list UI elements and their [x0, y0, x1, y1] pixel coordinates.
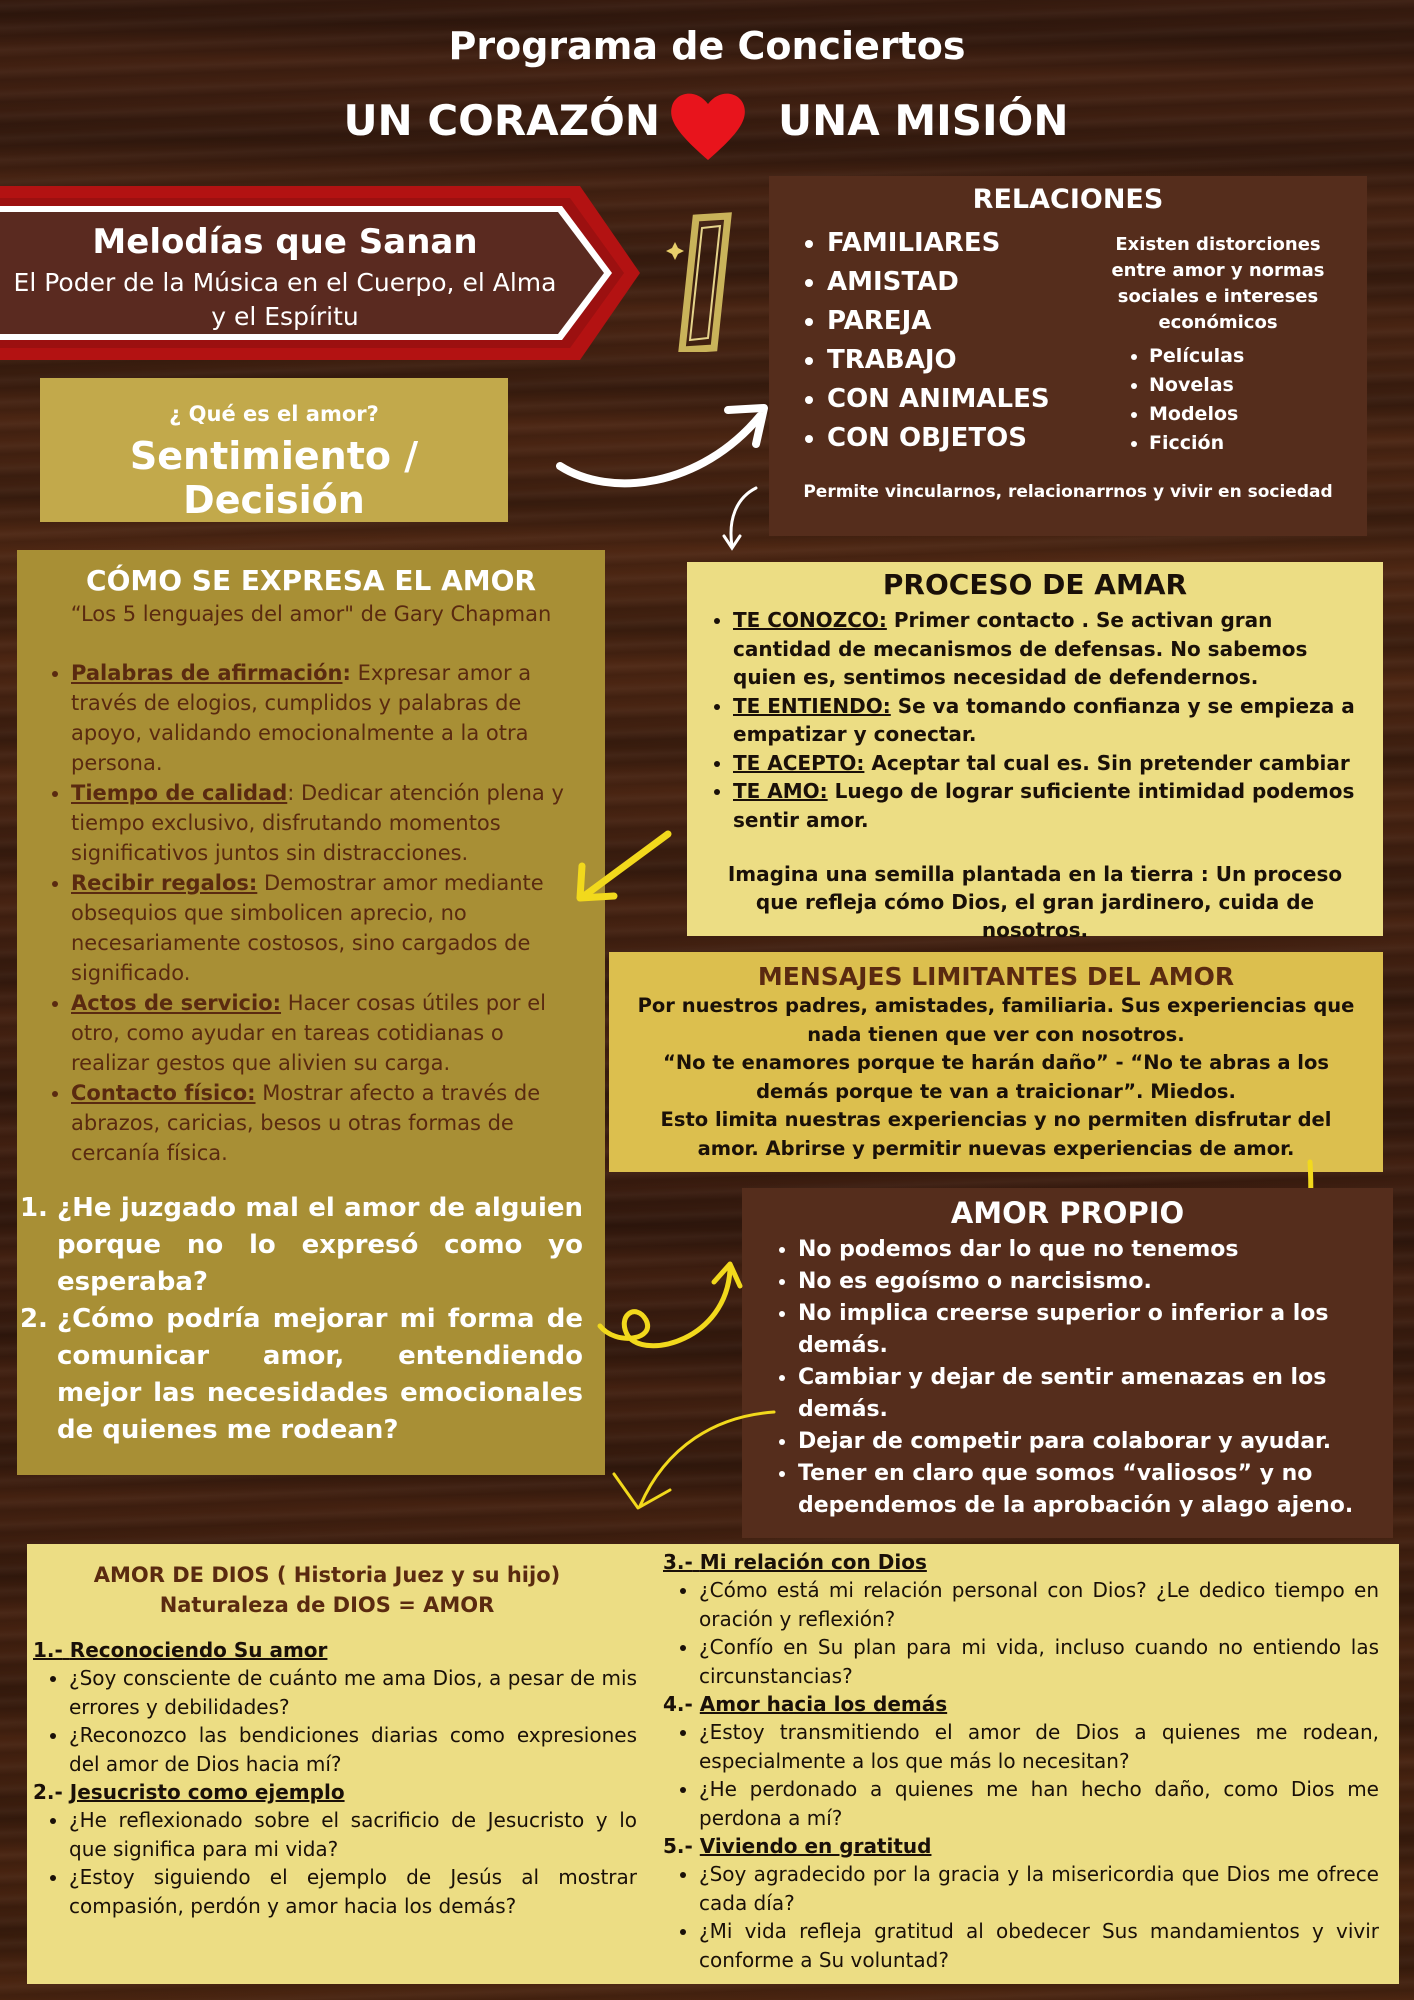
mission-header — [0, 86, 1414, 166]
mensajes-body — [629, 992, 1363, 1163]
amor-propio-list — [774, 1234, 1374, 1522]
list-item: • TRABAJO — [827, 341, 1077, 380]
program-title: Programa de Conciertos — [448, 24, 966, 68]
amor-propio-title: AMOR PROPIO — [950, 1196, 1185, 1230]
step-term: TE ENTIENDO: — [733, 693, 891, 718]
list-item — [733, 606, 1373, 692]
section-heading — [663, 1548, 1379, 1576]
list-item: • Ficción — [1149, 429, 1325, 458]
section-heading — [663, 1832, 1379, 1860]
section-heading-text: Mi relación con Dios — [699, 1550, 927, 1574]
gold-frame-decoration — [666, 212, 732, 352]
amor-dios-panel — [27, 1544, 1399, 1984]
section-list — [33, 1806, 637, 1920]
como-expresa-title: CÓMO SE EXPRESA EL AMOR — [86, 564, 536, 597]
relaciones-title: RELACIONES — [972, 184, 1164, 215]
list-item: • Novelas — [1149, 371, 1325, 400]
amor-dios-title-line1: AMOR DE DIOS ( Historia Juez y su hijo) — [93, 1563, 561, 1587]
list-item: • ¿Mi vida refleja gratitud al obedecer Sus mandamientos y vivir conforme a Su voluntad? — [699, 1917, 1379, 1974]
section-heading — [33, 1778, 637, 1806]
question-box — [40, 378, 508, 522]
curved-arrow-icon — [550, 398, 780, 498]
language-term: Recibir regalos: — [71, 871, 258, 895]
proceso-panel — [687, 562, 1383, 942]
answer-text: Sentimiento / Decisión — [129, 434, 419, 522]
list-item: • Dejar de competir para colaborar y ayudar. — [798, 1426, 1374, 1458]
list-item: • CON OBJETOS — [827, 419, 1077, 458]
section-list — [663, 1860, 1379, 1974]
section-number: 4.- — [663, 1692, 693, 1717]
question-text: ¿ Qué es el amor? — [169, 402, 379, 426]
curved-arrow-icon — [606, 1406, 780, 1516]
language-term: Contacto físico: — [71, 1081, 256, 1105]
list-item: • ¿Reconozco las bendiciones diarias como expresiones del amor de Dios hacia mí? — [69, 1721, 637, 1778]
proceso-steps — [709, 606, 1373, 834]
amor-dios-right-column — [663, 1548, 1379, 1974]
language-term: Actos de servicio: — [71, 991, 282, 1015]
language-text: : Dedicar atención plena y tiempo exclusivo, disfrutando momentos significativos juntos sin distracciones. — [71, 781, 564, 865]
banner-title: Melodías que Sanan — [92, 222, 478, 262]
list-item: • ¿Soy agradecido por la gracia y la misericordia que Dios me ofrece cada día? — [699, 1860, 1379, 1917]
yellow-arrow-icon — [570, 826, 676, 908]
list-item: • No podemos dar lo que no tenemos — [798, 1234, 1374, 1266]
step-text: Se va tomando confianza y se empieza a empatizar y conectar. — [733, 693, 1355, 746]
section-number: 1.- — [33, 1638, 63, 1662]
loop-arrow-icon — [596, 1256, 746, 1356]
mission-left: UN CORAZÓN — [343, 96, 660, 145]
language-term: Tiempo de calidad — [71, 781, 288, 805]
step-text: Primer contacto . Se activan gran cantidad de mecanismos de defensas. No sabemos quien es, sentimos necesidad de defendernos. — [733, 608, 1308, 689]
mensaje-line: Por nuestros padres, amistades, familiaria. Sus experiencias que nada tienen que ver con nosotros. — [637, 994, 1355, 1046]
section-heading — [663, 1690, 1379, 1718]
como-expresa-subtitle: “Los 5 lenguajes del amor" de Gary Chapman — [70, 602, 552, 626]
list-item: 1. ¿He juzgado mal el amor de alguien porque no lo expresó como yo esperaba? — [57, 1190, 583, 1301]
list-item — [733, 749, 1373, 778]
language-sep: : — [342, 661, 351, 685]
list-item: • AMISTAD — [827, 263, 1077, 302]
list-item — [71, 1078, 587, 1168]
list-item: • No implica creerse superior o inferior a los demás. — [798, 1298, 1374, 1362]
step-term: TE AMO: — [733, 779, 828, 803]
list-item: • Modelos — [1149, 400, 1325, 429]
list-item: 2. ¿Cómo podría mejorar mi forma de comunicar amor, entendiendo mejor las necesidades emocionales de quienes me rodean? — [57, 1301, 583, 1449]
list-item: • No es egoísmo o narcisismo. — [798, 1266, 1374, 1298]
language-text: Hacer cosas útiles por el otro, como ayudar en tareas cotidianas o realizar gestos que alivien su carga. — [71, 991, 546, 1075]
list-item — [71, 778, 587, 868]
list-item: • ¿Cómo está mi relación personal con Dios? ¿Le dedico tiempo en oración y reflexión? — [699, 1576, 1379, 1633]
step-text: Luego de lograr suficiente intimidad podemos sentir amor. — [733, 779, 1355, 832]
proceso-closing: Imagina una semilla plantada en la tierra : Un proceso que refleja cómo Dios, el gran jardinero, cuida de nosotros. — [727, 862, 1343, 942]
small-arrow-icon — [712, 484, 762, 554]
mensaje-line: “No te enamores porque te harán daño” - “No te abras a los demás porque te van a traicionar”. Miedos. — [663, 1051, 1329, 1103]
como-expresa-panel — [17, 550, 605, 1475]
list-item — [71, 658, 587, 778]
list-item — [71, 988, 587, 1078]
list-item: • ¿Confío en Su plan para mi vida, incluso cuando no entiendo las circunstancias? — [699, 1633, 1379, 1690]
list-item: • Películas — [1149, 342, 1325, 371]
language-text: Demostrar amor mediante obsequios que simbolicen aprecio, no necesariamente costosos, sino cargados de significado. — [71, 871, 544, 985]
list-item: • ¿Estoy siguiendo el ejemplo de Jesús al mostrar compasión, perdón y amor hacia los demás? — [69, 1863, 637, 1920]
section-number: 5.- — [663, 1834, 693, 1859]
list-item: • PAREJA — [827, 302, 1077, 341]
list-item: • Cambiar y dejar de sentir amenazas en los demás. — [798, 1362, 1374, 1426]
relaciones-sources — [1125, 342, 1325, 458]
banner-subtitle: El Poder de la Música en el Cuerpo, el Alma y el Espíritu — [13, 268, 557, 331]
list-item — [71, 868, 587, 988]
proceso-title: PROCESO DE AMAR — [882, 568, 1188, 601]
list-item: • ¿He reflexionado sobre el sacrificio de Jesucristo y lo que significa para mi vida? — [69, 1806, 637, 1863]
list-item: • CON ANIMALES — [827, 380, 1077, 419]
section-list — [663, 1576, 1379, 1690]
section-heading-text: Amor hacia los demás — [699, 1692, 948, 1717]
heart-icon — [668, 86, 748, 164]
step-term: TE ACEPTO: — [733, 750, 865, 775]
list-item: • Tener en claro que somos “valiosos” y no dependemos de la aprobación y alago ajeno. — [798, 1458, 1374, 1522]
section-heading-text: Jesucristo como ejemplo — [69, 1780, 345, 1805]
language-text: Mostrar afecto a través de abrazos, caricias, besos u otras formas de cercanía física. — [71, 1081, 541, 1165]
section-number: 2.- — [33, 1780, 63, 1805]
list-item — [733, 692, 1373, 749]
section-list — [33, 1664, 637, 1778]
mensajes-title: MENSAJES LIMITANTES DEL AMOR — [757, 962, 1235, 991]
relaciones-note: Existen distorciones entre amor y normas sociales e intereses económicos — [1111, 234, 1325, 333]
amor-dios-title-line2: Naturaleza de DIOS = AMOR — [159, 1593, 495, 1617]
section-heading — [33, 1636, 637, 1664]
mensajes-panel — [609, 952, 1383, 1172]
mensaje-line: Esto limita nuestras experiencias y no permiten disfrutar del amor. Abrirse y permitir nuevas experiencias de amor. — [660, 1108, 1332, 1160]
list-item: • ¿He perdonado a quienes me han hecho daño, como Dios me perdona a mí? — [699, 1775, 1379, 1832]
section-heading-text: Viviendo en gratitud — [699, 1834, 932, 1859]
love-languages-list — [47, 658, 587, 1168]
reflection-questions — [23, 1190, 583, 1449]
section-list — [663, 1718, 1379, 1832]
concert-banner — [0, 186, 640, 360]
amor-dios-left-column — [33, 1636, 637, 1920]
step-term: TE CONOZCO: — [733, 608, 887, 632]
relaciones-footer: Permite vincularnos, relacionarrnos y vivir en sociedad — [803, 482, 1333, 502]
mission-right: UNA MISIÓN — [778, 96, 1069, 145]
section-heading-text: Reconociendo Su amor — [69, 1638, 328, 1662]
amor-propio-panel — [742, 1188, 1393, 1538]
list-item: • FAMILIARES — [827, 224, 1077, 263]
relaciones-list — [797, 224, 1077, 458]
list-item: • ¿Estoy transmitiendo el amor de Dios a quienes me rodean, especialmente a los que más lo necesitan? — [699, 1718, 1379, 1775]
step-text: Aceptar tal cual es. Sin pretender cambiar — [864, 750, 1350, 775]
list-item — [733, 777, 1373, 834]
relaciones-panel — [769, 176, 1367, 536]
amor-dios-title — [27, 1560, 627, 1620]
section-number: 3.- — [663, 1550, 693, 1574]
language-text: Expresar amor a través de elogios, cumplidos y palabras de apoyo, validando emocionalmente a la otra persona. — [71, 661, 532, 775]
language-term: Palabras de afirmación — [71, 661, 343, 685]
list-item: • ¿Soy consciente de cuánto me ama Dios, a pesar de mis errores y debilidades? — [69, 1664, 637, 1721]
